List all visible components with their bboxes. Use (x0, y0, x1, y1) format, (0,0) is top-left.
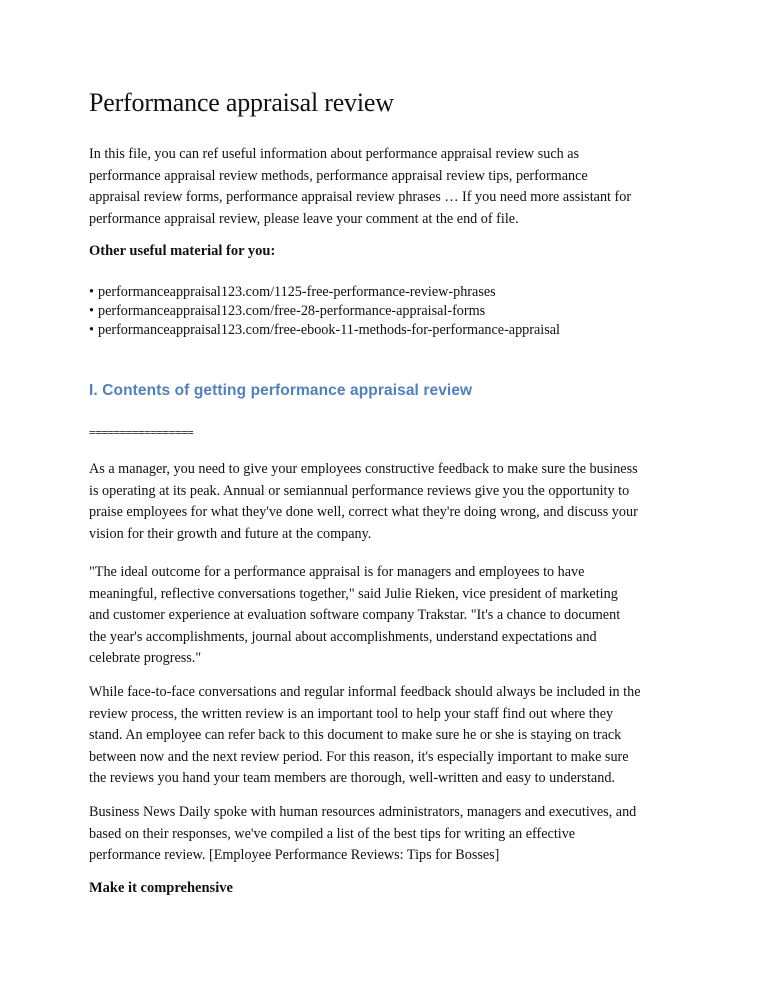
intro-line: performance appraisal review methods, performance appraisal review tips, performance (89, 167, 588, 184)
section-heading: I. Contents of getting performance appraisal review (89, 382, 473, 399)
paragraph-line: performance review. [Employee Performance Reviews: Tips for Bosses] (89, 847, 500, 863)
paragraph-quote (89, 562, 689, 670)
paragraph-line: As a manager, you need to give your employees constructive feedback to make sure the business (89, 461, 638, 477)
document-title: Performance appraisal review (89, 88, 394, 117)
paragraph-line: between now and the next review period. For this reason, it's especially important to make sure (89, 748, 629, 765)
paragraph-line: the year's accomplishments, journal about accomplishments, understand expectations and (89, 628, 597, 645)
paragraph-line: review process, the written review is an important tool to help your staff find out where they (89, 705, 614, 722)
paragraph-line: praise employees for what they've done well, correct what they're doing wrong, and discuss your (89, 504, 638, 520)
paragraph-written-review (89, 682, 689, 790)
paragraph-line: While face-to-face conversations and regular informal feedback should always be included in the (89, 684, 641, 700)
paragraph-line: vision for their growth and future at the company. (89, 525, 372, 542)
separator-line: ================= (89, 426, 194, 439)
useful-material-heading: Other useful material for you: (89, 243, 276, 259)
paragraph-manager-feedback (89, 459, 689, 545)
paragraph-line: stand. An employee can refer back to this document to make sure he or she is staying on track (89, 727, 622, 743)
intro-line: appraisal review forms, performance appraisal review phrases … If you need more assistant for (89, 189, 632, 205)
intro-paragraph (89, 144, 689, 230)
paragraph-line: "The ideal outcome for a performance appraisal is for managers and employees to have (89, 564, 585, 580)
paragraph-line: the reviews you hand your team members are thorough, well-written and easy to understand. (89, 770, 615, 786)
paragraph-line: is operating at its peak. Annual or semiannual performance reviews give you the opportunity to (89, 482, 630, 499)
subheading-make-it-comprehensive: Make it comprehensive (89, 880, 233, 896)
paragraph-line: Business News Daily spoke with human resources administrators, managers and executives, and (89, 804, 637, 820)
useful-link[interactable]: • performanceappraisal123.com/free-ebook-11-methods-for-performance-appraisal (89, 321, 560, 340)
useful-link[interactable]: • performanceappraisal123.com/1125-free-performance-review-phrases (89, 283, 560, 302)
paragraph-line: based on their responses, we've compiled a list of the best tips for writing an effective (89, 825, 576, 842)
useful-link[interactable]: • performanceappraisal123.com/free-28-performance-appraisal-forms (89, 302, 560, 321)
paragraph-line: and customer experience at evaluation software company Trakstar. "It's a chance to document (89, 607, 621, 623)
intro-line: In this file, you can ref useful information about performance appraisal review such as (89, 146, 580, 162)
paragraph-line: celebrate progress." (89, 650, 202, 666)
intro-line: performance appraisal review, please leave your comment at the end of file. (89, 210, 519, 227)
paragraph-line: meaningful, reflective conversations together," said Julie Rieken, vice president of marketing (89, 585, 618, 602)
paragraph-business-news (89, 802, 689, 867)
useful-links-list (89, 283, 560, 340)
